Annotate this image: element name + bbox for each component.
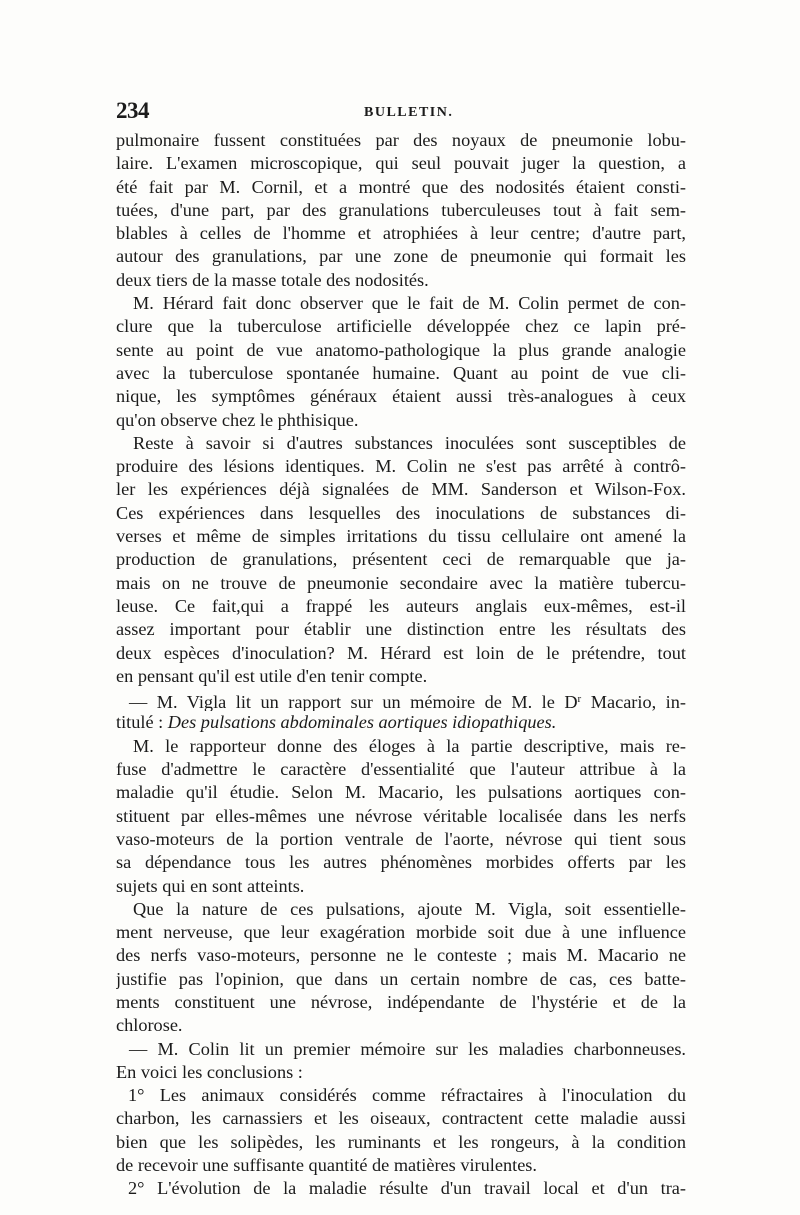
text-line: vaso-moteurs de la portion ventrale de l'aorte, névrose qui tient sous: [116, 828, 686, 849]
text-line: 1° Les animaux considérés comme réfractaires à l'inoculation du: [128, 1085, 686, 1106]
text-line: produire des lésions identiques. M. Colin ne s'est pas arrêté à contrô-: [116, 456, 686, 477]
text-line: clure que la tuberculose artificielle développée chez ce lapin pré-: [116, 316, 686, 337]
text-fragment: — M. Vigla lit un rapport sur un mémoire de M. le D: [129, 692, 578, 712]
text-line: Que la nature de ces pulsations, ajoute M. Vigla, soit essentielle-: [133, 898, 686, 919]
text-line: charbon, les carnassiers et les oiseaux, contractent cette maladie aussi: [116, 1108, 686, 1129]
text-line: M. Hérard fait donc observer que le fait de M. Colin permet de con-: [133, 293, 686, 314]
text-line: stituent par elles-mêmes une névrose véritable localisée dans les nerfs: [116, 805, 686, 826]
text-line: sa dépendance tous les autres phénomènes morbides offerts par les: [116, 852, 686, 873]
text-line: ment nerveuse, que leur exagération morbide soit due à une influence: [116, 922, 686, 943]
text-line: des nerfs vaso-moteurs, personne ne le conteste ; mais M. Macario ne: [116, 945, 686, 966]
memoir-title: Des pulsations abdominales aortiques idiopathiques.: [167, 712, 557, 733]
body-text: [116, 129, 686, 1201]
text-line: maladie qu'il étudie. Selon M. Macario, les pulsations aortiques con-: [116, 782, 686, 803]
page-header: [116, 98, 686, 128]
text-line: Ces expériences dans lesquelles des inoculations de substances di-: [116, 502, 686, 523]
text-line: ler les expériences déjà signalées de MM. Sanderson et Wilson-Fox.: [116, 479, 686, 500]
text-line: autour des granulations, par une zone de pneumonie qui formait les: [116, 246, 686, 267]
text-line: de recevoir une suffisante quantité de matières virulentes.: [116, 1155, 537, 1176]
text-line: été fait par M. Cornil, et a montré que des nodosités étaient consti-: [116, 176, 686, 197]
page-number: 234: [116, 98, 149, 123]
text-line: deux espèces d'inoculation? M. Hérard est loin de le prétendre, tout: [116, 642, 686, 663]
text-line: ments constituent une névrose, indépendante de l'hystérie et de la: [116, 991, 686, 1012]
text-line: 2° L'évolution de la maladie résulte d'un travail local et d'un tra-: [128, 1178, 686, 1199]
text-line: laire. L'examen microscopique, qui seul pouvait juger la question, a: [116, 153, 686, 174]
text-line: tuées, d'une part, par des granulations tuberculeuses tout à fait sem-: [116, 199, 686, 220]
text-line: verses et même de simples irritations du tissu cellulaire ont amené la: [116, 526, 686, 547]
text-line: nique, les symptômes généraux étaient aussi très-analogues à ceux: [116, 386, 686, 407]
text-line: fuse d'admettre le caractère d'essentialité que l'auteur attribue à la: [116, 759, 686, 780]
text-line: sujets qui en sont atteints.: [116, 875, 305, 896]
text-line: en pensant qu'il est utile d'en tenir compte.: [116, 665, 428, 686]
text-line: En voici les conclusions :: [116, 1061, 303, 1082]
text-line: leuse. Ce fait,qui a frappé les auteurs anglais eux-mêmes, est-il: [116, 595, 686, 616]
text-line: avec la tuberculose spontanée humaine. Quant au point de vue cli-: [116, 362, 686, 383]
text-line: justifie pas l'opinion, que dans un certain nombre de cas, ces batte-: [116, 968, 686, 989]
text-line: sente au point de vue anatomo-pathologique la plus grande analogie: [116, 339, 686, 360]
text-line: bien que les solipèdes, les ruminants et les rongeurs, à la condition: [116, 1131, 686, 1152]
text-line: production de granulations, présentent ceci de remarquable que ja-: [116, 549, 686, 570]
text-line: Reste à savoir si d'autres substances inoculées sont susceptibles de: [133, 432, 686, 453]
text-line: mais on ne trouve de pneumonie secondaire avec la matière tubercu-: [116, 572, 686, 593]
text-line: deux tiers de la masse totale des nodosités.: [116, 269, 429, 290]
text-line: assez important pour établir une distinction entre les résultats des: [116, 619, 686, 640]
text-line: qu'on observe chez le phthisique.: [116, 409, 359, 430]
superscript: r: [577, 693, 582, 706]
text-line: chlorose.: [116, 1015, 183, 1036]
text-line: [116, 711, 686, 734]
text-fragment: Macario, in-: [581, 692, 686, 712]
text-line: blables à celles de l'homme et atrophiées à leur centre; d'autre part,: [116, 223, 686, 244]
text-line: pulmonaire fussent constituées par des noyaux de pneumonie lobu-: [116, 130, 686, 150]
text-line: M. le rapporteur donne des éloges à la partie descriptive, mais re-: [133, 735, 686, 756]
text-line: [116, 688, 686, 711]
running-head: BULLETIN.: [364, 105, 454, 120]
text-fragment: titulé :: [116, 712, 168, 733]
text-line: — M. Colin lit un premier mémoire sur les maladies charbonneuses.: [129, 1038, 686, 1059]
